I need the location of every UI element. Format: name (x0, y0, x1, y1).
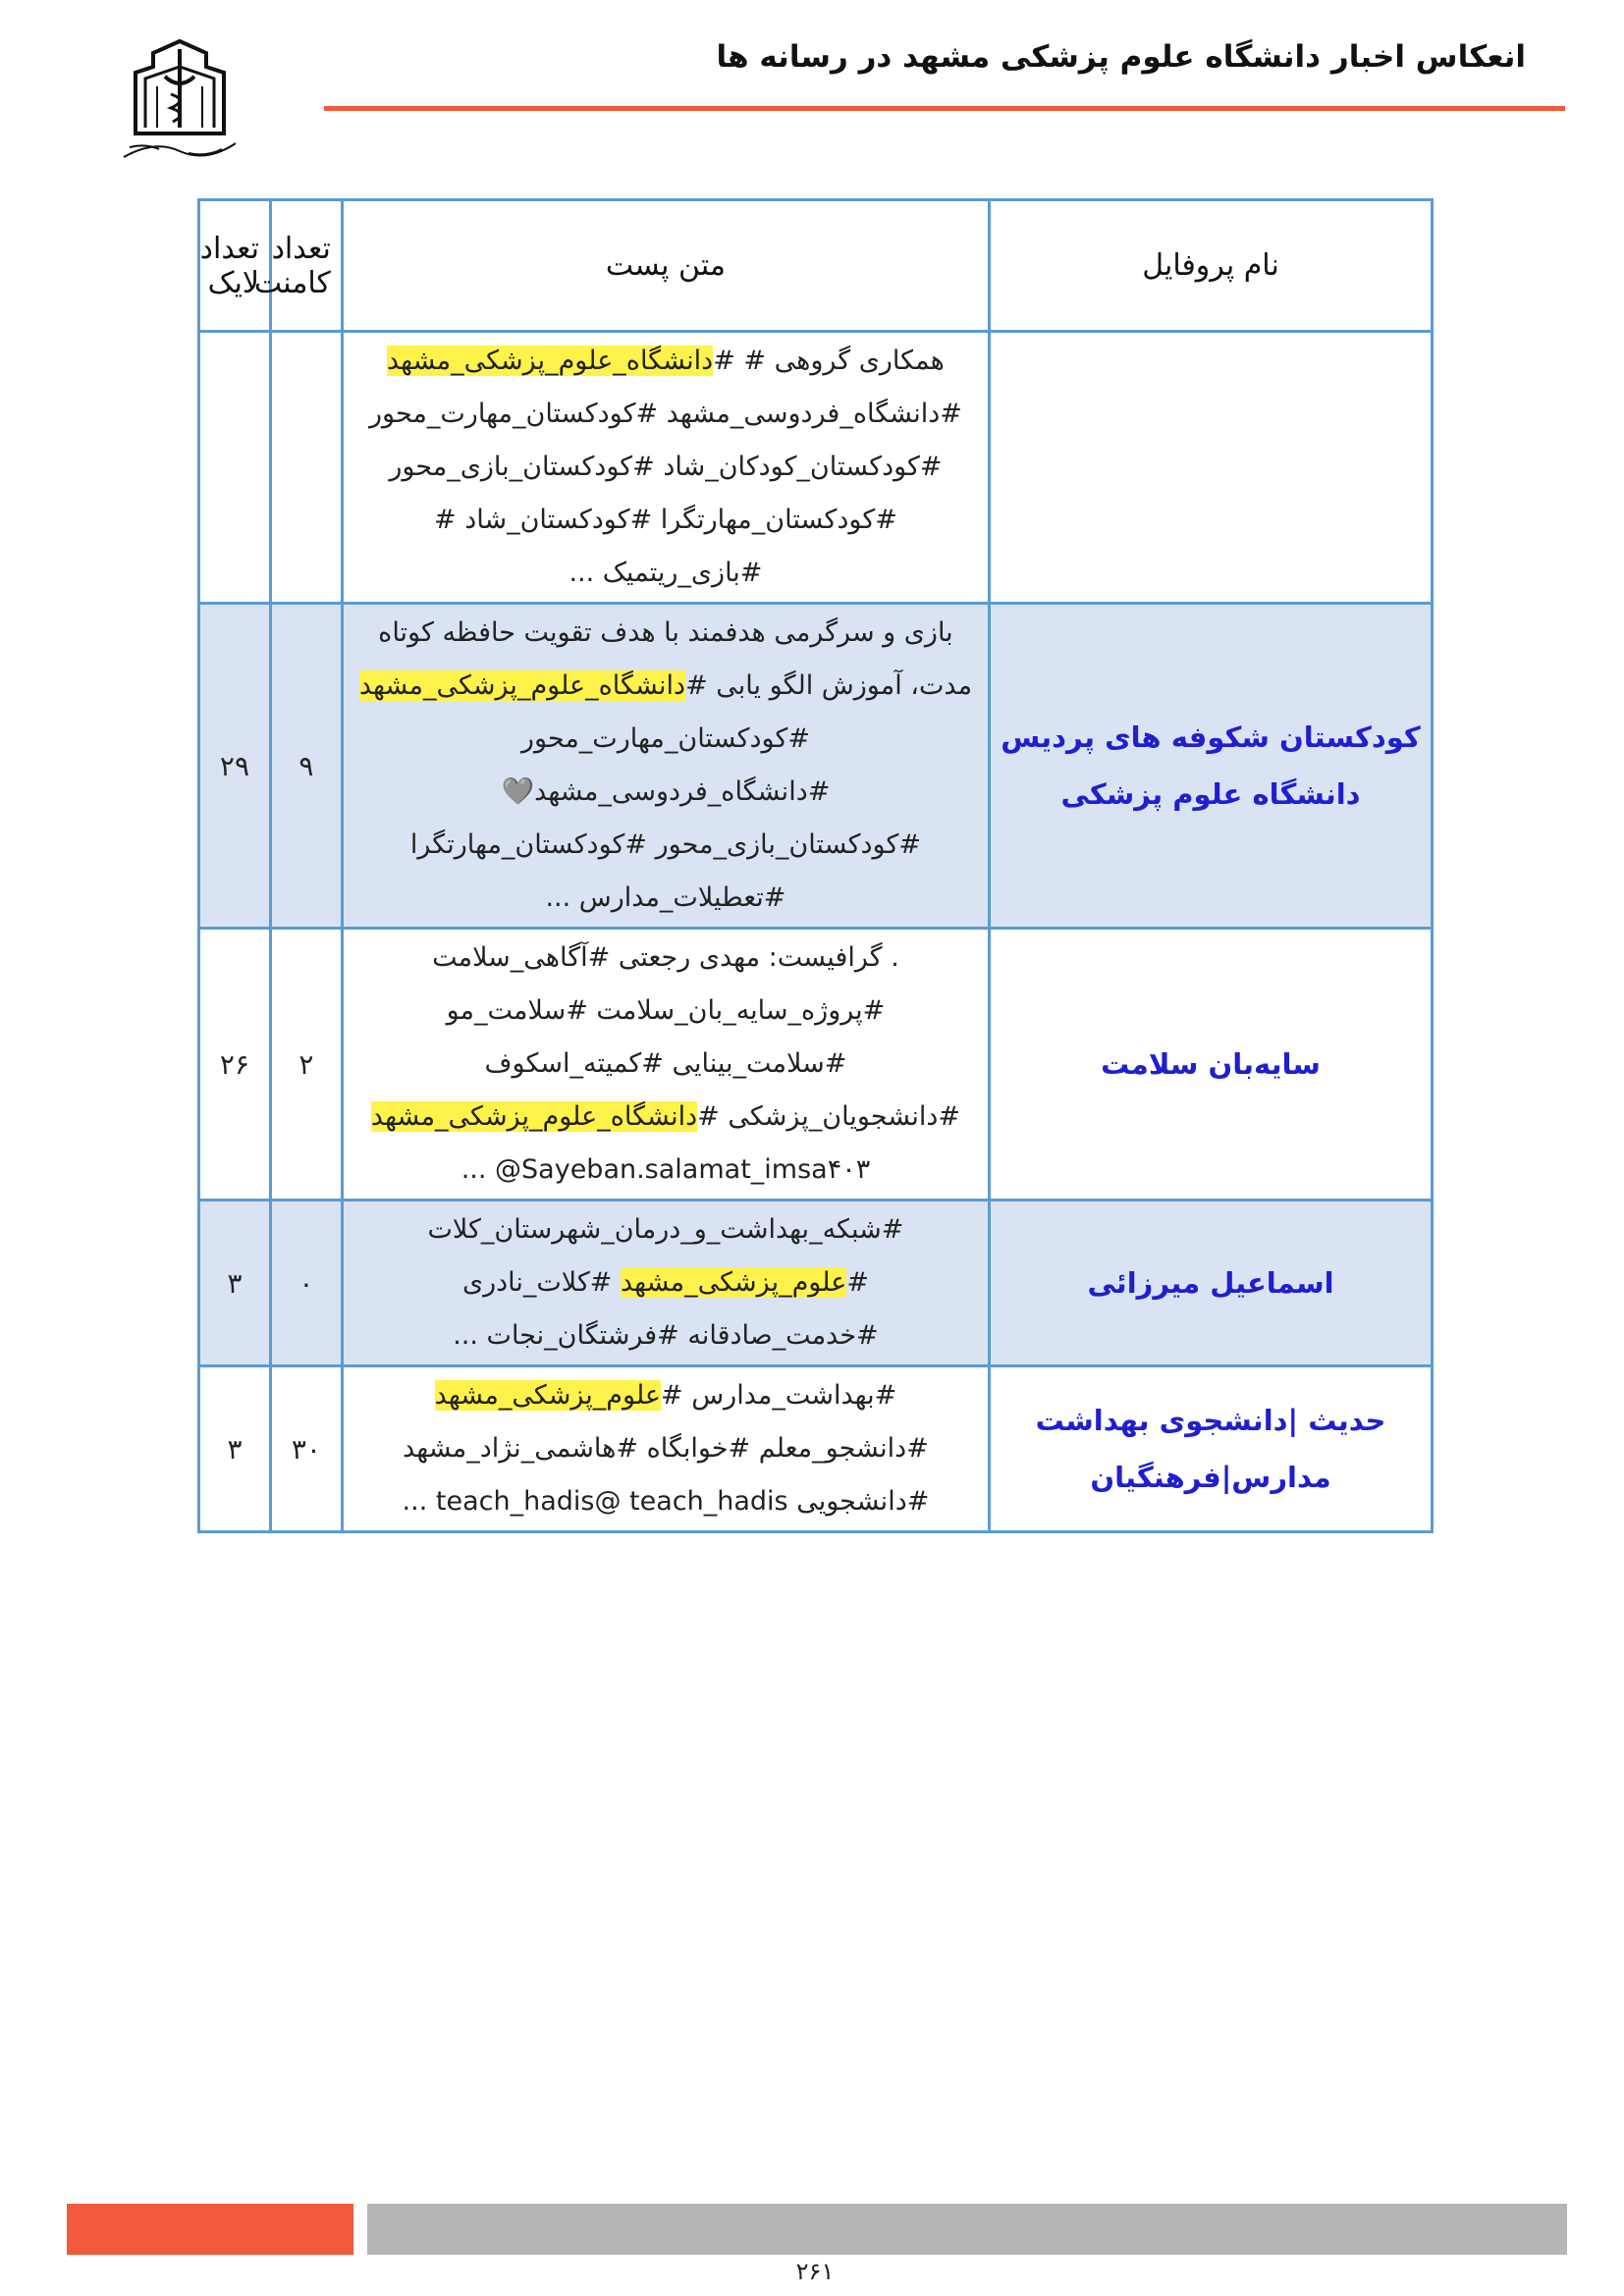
post-line (353, 335, 978, 388)
post-text (342, 604, 989, 929)
post-text-fragment: #تعطیلات_مدارس ... (545, 882, 786, 913)
post-line (353, 547, 978, 600)
university-logo (116, 37, 244, 165)
post-text-fragment: مدت، آموزش الگو یابی # (685, 670, 973, 701)
highlighted-hashtag: دانشگاه_علوم_پزشکی_مشهد (358, 670, 686, 701)
table-body (199, 332, 1433, 1532)
post-line (353, 1475, 978, 1528)
profile-name: سایه‌بان سلامت (990, 929, 1433, 1201)
comment-count: ۰ (270, 1201, 342, 1366)
post-text-fragment: #دانشگاه_فردوسی_مشهد🩶 (501, 776, 831, 807)
post-text-fragment: #کلات_نادری (461, 1267, 621, 1298)
post-text-fragment: #دانشجویان_پزشکی # (697, 1101, 960, 1132)
post-line (353, 872, 978, 925)
post-text-fragment: # (846, 1267, 869, 1298)
like-count: ۲۶ (199, 929, 271, 1201)
post-line (353, 1369, 978, 1422)
post-text-fragment: #خدمت_صادقانه #فرشتگان_نجات ... (453, 1320, 879, 1351)
header-comment-count: تعداد کامنت (270, 200, 342, 332)
post-line (353, 713, 978, 766)
post-text-fragment: #شبکه_بهداشت_و_درمان_شهرستان_کلات (427, 1214, 904, 1245)
post-text-fragment: #دانشگاه_فردوسی_مشهد #کودکستان_مهارت_محور (369, 399, 962, 429)
post-text-fragment: بازی و سرگرمی هدفمند با هدف تقویت حافظه کوتاه (378, 617, 953, 648)
post-line (353, 985, 978, 1038)
post-line (353, 932, 978, 985)
post-text-fragment: #دانشجو_معلم #خوابگاه #هاشمی_نژاد_مشهد (403, 1433, 929, 1464)
table-row (199, 929, 1433, 1201)
like-count: ۳ (199, 1201, 271, 1366)
post-line (353, 441, 978, 494)
post-line (353, 388, 978, 441)
post-line (353, 1144, 978, 1197)
header-post-text: متن پست (342, 200, 989, 332)
post-text-fragment: #پروژه_سایه_بان_سلامت #سلامت_مو (446, 995, 886, 1026)
highlighted-hashtag: دانشگاه_علوم_پزشکی_مشهد (386, 346, 714, 376)
table-row (199, 332, 1433, 604)
comment-count: ۳۰ (270, 1366, 342, 1532)
post-text-fragment: #سلامت_بینایی #کمیته_اسکوف (484, 1048, 847, 1079)
post-text (342, 929, 989, 1201)
post-line (353, 1203, 978, 1256)
footer-red-bar (67, 2204, 353, 2255)
post-text (342, 1366, 989, 1532)
header-like-count: تعداد لایک (199, 200, 271, 332)
comment-count (270, 332, 342, 604)
post-line (353, 1422, 978, 1475)
post-line (353, 1091, 978, 1144)
profile-name: حدیث |دانشجوی بهداشت مدارس|فرهنگیان (990, 1366, 1433, 1532)
post-text-fragment: #کودکستان_مهارت_محور (520, 723, 810, 754)
post-line (353, 607, 978, 660)
post-text-fragment: Sayeban.salamat_imsa۴۰۳@ ... (460, 1154, 871, 1185)
profile-name (990, 332, 1433, 604)
header-profile-name: نام پروفایل (990, 200, 1433, 332)
profile-name: کودکستان شکوفه های پردیس دانشگاه علوم پزشکی (990, 604, 1433, 929)
highlighted-hashtag: علوم_پزشکی_مشهد (620, 1267, 847, 1298)
post-line (353, 1038, 978, 1091)
like-count (199, 332, 271, 604)
post-text (342, 1201, 989, 1366)
post-line (353, 660, 978, 713)
post-text (342, 332, 989, 604)
comment-count: ۹ (270, 604, 342, 929)
page-title: انعکاس اخبار دانشگاه علوم پزشکی مشهد در رسانه ها (716, 39, 1526, 75)
table-header-row (199, 200, 1433, 332)
highlighted-hashtag: دانشگاه_علوم_پزشکی_مشهد (370, 1101, 698, 1132)
page-number: ۲۶۱ (795, 2258, 835, 2285)
footer-gray-bar (367, 2204, 1567, 2255)
post-text-fragment: #بهداشت_مدارس # (661, 1380, 897, 1411)
post-line (353, 494, 978, 547)
post-line (353, 1309, 978, 1362)
highlighted-hashtag: علوم_پزشکی_مشهد (434, 1380, 661, 1411)
post-line (353, 766, 978, 819)
like-count: ۳ (199, 1366, 271, 1532)
profile-name: اسماعیل میرزائی (990, 1201, 1433, 1366)
post-line (353, 1256, 978, 1309)
post-text-fragment: #دانشجویی teach_hadis@ teach_hadis ... (402, 1486, 930, 1517)
table-row (199, 1366, 1433, 1532)
post-text-fragment: #کودکستان_مهارتگرا #کودکستان_شاد # (434, 505, 897, 535)
header-divider (324, 106, 1565, 111)
table-row (199, 1201, 1433, 1366)
post-text-fragment: #بازی_ریتمیک ... (568, 558, 763, 588)
table-row (199, 604, 1433, 929)
post-text-fragment: همکاری گروهی # # (713, 346, 945, 376)
comment-count: ۲ (270, 929, 342, 1201)
like-count: ۲۹ (199, 604, 271, 929)
post-text-fragment: #کودکستان_بازی_محور #کودکستان_مهارتگرا (409, 829, 921, 860)
post-text-fragment: #کودکستان_کودکان_شاد #کودکستان_بازی_محور (389, 452, 943, 482)
post-line (353, 819, 978, 872)
post-text-fragment: . گرافیست: مهدی رجعتی #آگاهی_سلامت (432, 942, 899, 973)
posts-table (197, 198, 1434, 1533)
